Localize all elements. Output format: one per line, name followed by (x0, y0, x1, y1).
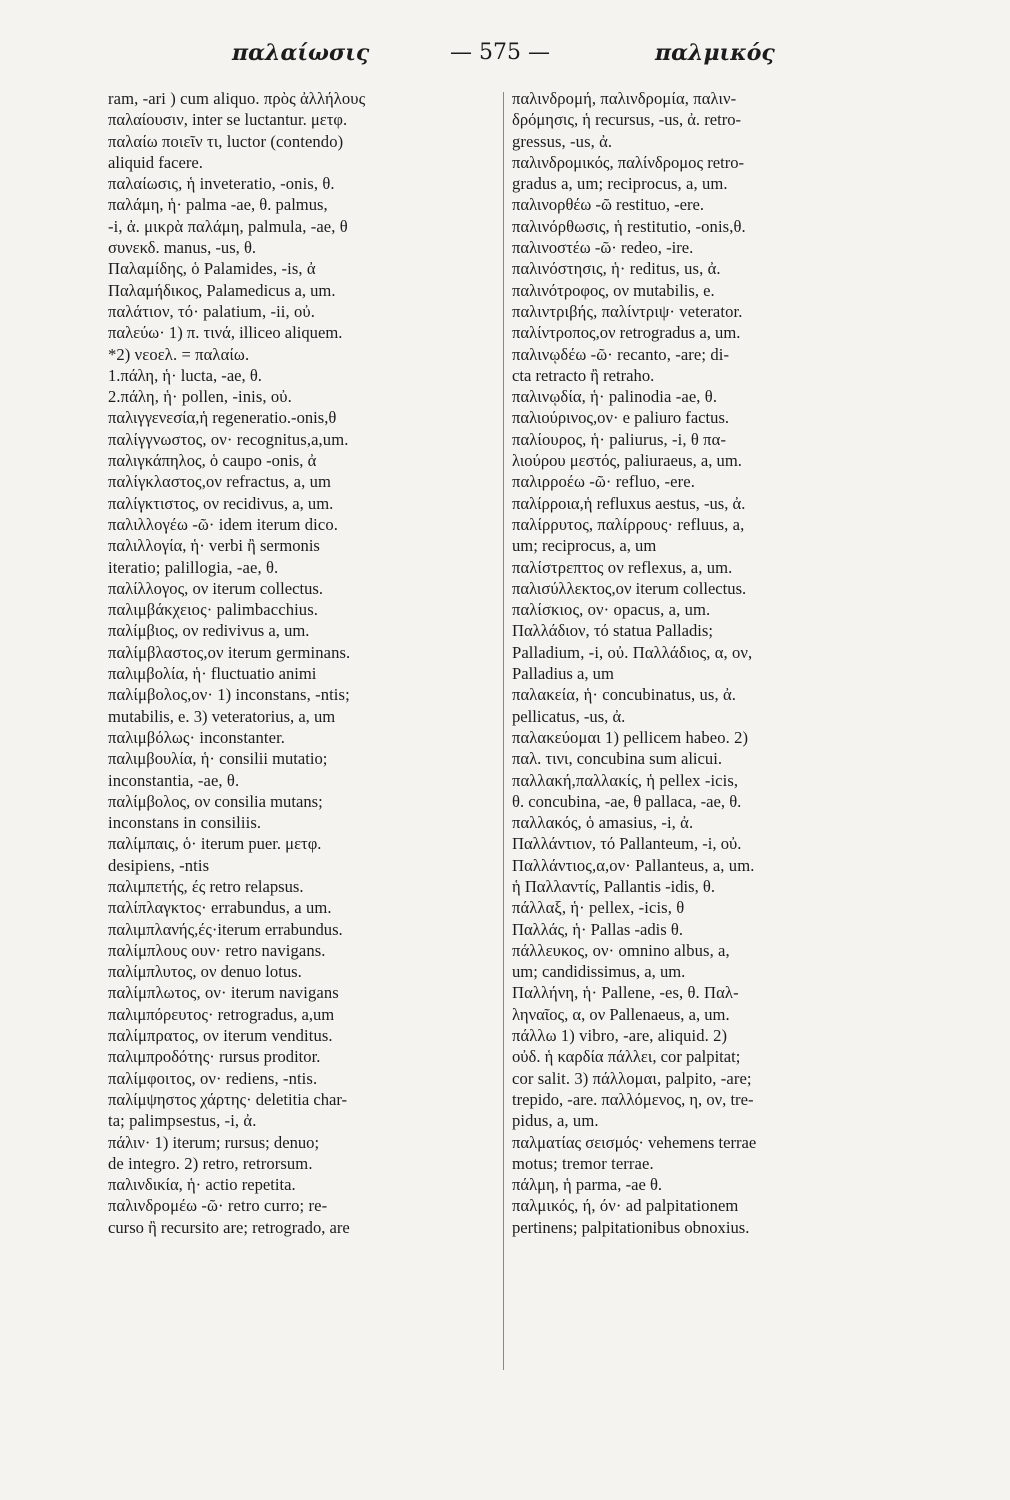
entry-line: mutabilis, e. 3) veteratorius, a, um (108, 706, 336, 726)
entry-line: συνεκδ. manus, -us, θ. (108, 238, 257, 258)
right-guide-word: παλμικός (655, 40, 775, 66)
entry-line: παλιμβολία, ἡ· fluctuatio animi (108, 664, 317, 684)
entry-line: παλακεία, ἡ· concubinatus, us, ἀ. (512, 685, 736, 705)
entry-line: παλιμβόλως· inconstanter. (108, 727, 286, 747)
entry-line: παλίρρυτος, παλίρρους· refluus, a, (512, 514, 745, 534)
entry-line: παλινότροφος, ον mutabilis, e. (512, 280, 715, 300)
entry-line: παλιμπροδότης· rursus proditor. (108, 1047, 321, 1067)
entry-line: παλινοστέω -ῶ· redeo, -ire. (512, 238, 694, 258)
entry-line: πάλλευκος, ον· omnino albus, a, (512, 940, 730, 960)
entry-line: παλίμβλαστος,ον iterum germinans. (108, 642, 351, 662)
entry-line: Παλλάντιος,α,ον· Pallanteus, a, um. (512, 855, 755, 875)
entry-line: παλλακή,παλλακίς, ἡ pellex -icis, (512, 770, 739, 790)
entry-line: aliquid facere. (108, 152, 203, 172)
entry-line: de integro. 2) retro, retrorsum. (108, 1153, 313, 1173)
entry-line: παλίμπλους ουν· retro navigans. (108, 940, 326, 960)
entry-line: ληναῖος, α, ον Pallenaeus, a, um. (512, 1004, 730, 1024)
entry-line: πάλιν· 1) iterum; rursus; denuo; (108, 1132, 320, 1152)
page-header (110, 40, 910, 80)
entry-line: pidus, a, um. (512, 1111, 599, 1131)
entry-line: παλιλλογέω -ῶ· idem iterum dico. (108, 514, 338, 534)
entry-line: παλιμβουλία, ἡ· consilii mutatio; (108, 749, 328, 769)
entry-line: ἡ Παλλαντίς, Pallantis -idis, θ. (512, 876, 715, 896)
entry-line: παλινδρομέω -ῶ· retro curro; re- (108, 1196, 328, 1216)
entry-line: inconstantia, -ae, θ. (108, 770, 240, 790)
entry-line: παλιμπετής, ές retro relapsus. (108, 876, 304, 896)
entry-line: iteratio; palillogia, -ae, θ. (108, 557, 279, 577)
entry-line: Παλαμήδικος, Palamedicus a, um. (108, 280, 336, 300)
left-guide-word: παλαίωσις (232, 40, 370, 66)
entry-line: παλιρροέω -ῶ· refluo, -ere. (512, 472, 695, 492)
entry-line: παλιλλογία, ἡ· verbi ἢ sermonis (108, 536, 320, 556)
entry-line: παλίγκτιστος, ον recidivus, a, um. (108, 493, 334, 513)
entry-line: cta retracto ἢ retraho. (512, 365, 655, 385)
entry-line: Palladius a, um (512, 664, 614, 684)
entry-line: παλινδρομή, παλινδρομία, παλιν- (512, 89, 737, 108)
entry-line: παλιντριβής, παλίντριψ· veterator. (512, 301, 743, 321)
entry-line: pellicatus, -us, ἀ. (512, 706, 626, 726)
entry-line: παλάμη, ἡ· palma -ae, θ. palmus, (108, 195, 328, 215)
entry-line: παλιούρινος,ον· e paliuro factus. (512, 408, 730, 428)
entry-line: παλινόστησις, ἡ· reditus, us, ἀ. (512, 259, 721, 279)
entry-line: οὐδ. ἡ καρδία πάλλει, cor palpitat; (512, 1047, 741, 1067)
entry-line: θ. concubina, -ae, θ pallaca, -ae, θ. (512, 791, 742, 811)
entry-line: παλίμφοιτος, ον· rediens, -ntis. (108, 1068, 318, 1088)
entry-line: παλίπλαγκτος· errabundus, a um. (108, 898, 332, 918)
entry-line: gradus a, um; reciprocus, a, um. (512, 174, 728, 194)
entry-line: παλακεύομαι 1) pellicem habeo. 2) (512, 727, 749, 747)
left-column (108, 88, 494, 1238)
entry-line: παλίμβολος, ον consilia mutans; (108, 791, 323, 811)
entry-line: 2.πάλη, ἡ· pollen, -inis, οὐ. (108, 387, 292, 407)
entry-line: παλινῳδέω -ῶ· recanto, -are; di- (512, 344, 730, 364)
entry-line: παλινορθέω -ῶ restituo, -ere. (512, 195, 705, 215)
entry-line: παλαίουσιν, inter se luctantur. μετφ. (108, 110, 348, 130)
entry-line: ram, -ari ) cum aliquo. πρὸς ἀλλήλους (108, 89, 366, 108)
entry-line: παλίλλογος, ον iterum collectus. (108, 578, 324, 598)
entry-line: παλίστρεπτος ον reflexus, a, um. (512, 557, 733, 577)
entry-line: gressus, -us, ἀ. (512, 131, 613, 151)
entry-line: motus; tremor terrae. (512, 1153, 654, 1173)
entry-line: pertinens; palpitationibus obnoxius. (512, 1217, 750, 1237)
entry-line: παλινδρομικός, παλίνδρομος retro- (512, 152, 745, 172)
entry-line: παλίγκλαστος,ον refractus, a, um (108, 472, 331, 492)
entry-line: Παλαμίδης, ὁ Palamides, -is, ἀ (108, 259, 316, 279)
entry-line: παλιμπλανής,ές·iterum errabundus. (108, 919, 343, 939)
entry-line: παλιμπόρευτος· retrogradus, a,um (108, 1004, 335, 1024)
entry-line: 1.πάλη, ἡ· lucta, -ae, θ. (108, 365, 262, 385)
entry-line: παλ. τινι, concubina sum alicui. (512, 749, 722, 769)
entry-line: Παλλήνη, ἡ· Pallene, -es, θ. Παλ- (512, 983, 739, 1003)
entry-line: Παλλάς, ἡ· Pallas -adis θ. (512, 919, 683, 939)
entry-line: Παλλάδιον, τό statua Palladis; (512, 621, 713, 641)
entry-line: πάλλαξ, ἡ· pellex, -icis, θ (512, 898, 685, 918)
entry-line: um; reciprocus, a, um (512, 536, 657, 556)
entry-line: παλίμπλυτος, ον denuo lotus. (108, 962, 302, 982)
entry-line: *2) νεοελ. = παλαίω. (108, 344, 250, 364)
entry-line: ta; palimpsestus, -i, ἀ. (108, 1111, 257, 1131)
entry-line: λιούρου μεστός, paliuraeus, a, um. (512, 451, 742, 471)
entry-line: πάλλω 1) vibro, -are, aliquid. 2) (512, 1026, 728, 1046)
entry-line: παλίμψηστος χάρτης· deletitia char- (108, 1089, 348, 1109)
column-divider (503, 92, 504, 1370)
entry-line: δρόμησις, ἡ recursus, -us, ἀ. retro- (512, 110, 742, 130)
entry-line: παλματίας σεισμός· vehemens terrae (512, 1132, 757, 1152)
entry-line: παλιγγενεσία,ἡ regeneratio.-onis,θ (108, 408, 337, 428)
entry-line: πάλμη, ἡ parma, -ae θ. (512, 1175, 663, 1195)
entry-line: παλλακός, ὁ amasius, -i, ἀ. (512, 813, 694, 833)
entry-line: παλίμπρατος, ον iterum venditus. (108, 1026, 333, 1046)
entry-line: παλίμβιος, ον redivivus a, um. (108, 621, 310, 641)
entry-line: cor salit. 3) πάλλομαι, palpito, -are; (512, 1068, 752, 1088)
entry-line: παλαίω ποιεῖν τι, luctor (contendo) (108, 131, 344, 151)
entry-line: παλίσκιος, ον· opacus, a, um. (512, 600, 711, 620)
entry-line: παλινδικία, ἡ· actio repetita. (108, 1175, 296, 1195)
entry-line: um; candidissimus, a, um. (512, 962, 686, 982)
entry-line: παλίντροπος,ον retrogradus a, um. (512, 323, 741, 343)
entry-line: παλίμπαις, ὁ· iterum puer. μετφ. (108, 834, 322, 854)
entry-line: desipiens, -ntis (108, 855, 210, 875)
entry-line: -i, ἀ. μικρὰ παλάμη, palmula, -ae, θ (108, 216, 348, 236)
page-number: — 575 — (450, 40, 550, 65)
entry-line: Palladium, -i, οὐ. Παλλάδιος, α, ον, (512, 642, 753, 662)
entry-line: παλίμβολος,ον· 1) inconstans, -ntis; (108, 685, 350, 705)
entry-line: παλινῳδία, ἡ· palinodia -ae, θ. (512, 387, 718, 407)
entry-line: παλίμπλωτος, ον· iterum navigans (108, 983, 339, 1003)
entry-line: παλεύω· 1) π. τινά, illiceo aliquem. (108, 323, 343, 343)
entry-line: trepido, -are. παλλόμενος, η, ον, tre- (512, 1089, 754, 1109)
entry-line: παλάτιον, τό· palatium, -ii, οὐ. (108, 301, 315, 321)
right-column (512, 88, 902, 1238)
entry-line: παλίρροια,ἡ refluxus aestus, -us, ἀ. (512, 493, 746, 513)
entry-line: παλίουρος, ἡ· paliurus, -i, θ πα- (512, 429, 727, 449)
entry-line: παλιμβάκχειος· palimbacchius. (108, 600, 319, 620)
entry-line: παλιγκάπηλος, ὁ caupo -onis, ἀ (108, 451, 317, 471)
entry-line: Παλλάντιον, τό Pallanteum, -i, οὐ. (512, 834, 742, 854)
entry-line: curso ἢ recursito are; retrogrado, are (108, 1217, 350, 1237)
entry-line: παλμικός, ή, όν· ad palpitationem (512, 1196, 739, 1216)
entry-line: παλινόρθωσις, ἡ restitutio, -onis,θ. (512, 216, 746, 236)
entry-line: παλίγγνωστος, ον· recognitus,a,um. (108, 429, 349, 449)
entry-line: παλισύλλεκτος,ον iterum collectus. (512, 578, 747, 598)
entry-line: inconstans in consiliis. (108, 813, 262, 833)
entry-line: παλαίωσις, ἡ inveteratio, -onis, θ. (108, 174, 335, 194)
